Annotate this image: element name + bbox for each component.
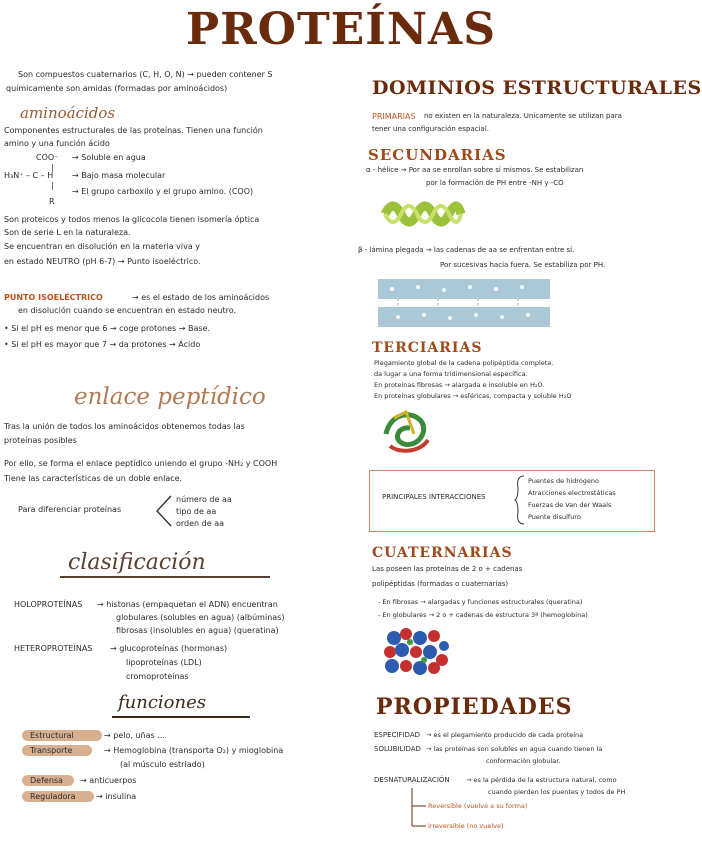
hetero-line-1: → glucoproteínas (hormonas)	[110, 644, 228, 653]
punto-text-2: en disolución cuando se encuentran en estado neutro.	[18, 306, 237, 315]
aminoacidos-heading: aminoácidos	[20, 104, 116, 122]
alfa-text-1: α - hélice → Por aa se enrollan sobre sí mismos. Se estabilizan	[366, 166, 584, 174]
holo-label: HOLOPROTEÍNAS	[14, 600, 83, 609]
aminoacidos-line-2: amino y una función ácido	[4, 139, 110, 148]
formula-coo: COO⁻	[36, 153, 59, 162]
terciarias-text-4: En proteínas globulares → esféricas, compacta y soluble H₂O	[374, 392, 572, 400]
beta-text-1: β - lámina plegada → las cadenas de aa se enfrentan entre sí.	[358, 246, 575, 254]
cuaternarias-text-3: - En fibrosas → alargadas y funciones estructurales (queratina)	[378, 598, 583, 606]
func-label-reguladora: Reguladora	[30, 792, 76, 801]
enlace-line-3: Por ello, se forma el enlace peptídico uniendo el grupo -NH₂ y COOH	[4, 459, 278, 468]
solubilidad-text-1: → las proteínas son solubles en agua cuando tienen la	[426, 745, 603, 753]
enlace-line-1: Tras la unión de todos los aminoácidos obtenemos todas las	[4, 422, 245, 431]
primarias-text-2: tener una configuración espacial.	[372, 125, 489, 133]
func-text-estructural: → pelo, uñas ...	[104, 731, 165, 740]
formula-grupo: → El grupo carboxilo y el grupo amino. (COO)	[72, 187, 254, 196]
solubilidad-text-2: conformación globular.	[486, 757, 561, 765]
intro-line-1: Son compuestos cuaternarios (C, H, O, N) → pueden contener S	[18, 70, 273, 79]
especificidad-text: → es el plegamiento producido de cada proteína	[426, 731, 584, 739]
reversible-text: Reversible (vuelve a su forma)	[428, 802, 528, 810]
enlace-line-2: proteínas posibles	[4, 436, 77, 445]
enlace-brace	[153, 494, 173, 528]
hetero-line-3: cromoproteínas	[126, 672, 189, 681]
enlace-item-3: orden de aa	[176, 519, 225, 528]
formula-h3n: H₃N⁺ – C – H	[4, 171, 54, 180]
punto-bullet-1: • Si el pH es menor que 6 → coge protones → Base.	[4, 324, 210, 333]
punto-label: PUNTO ISOELÉCTRICO	[4, 293, 103, 302]
punto-bullet-2: • Si el pH es mayor que 7 → da protones → Ácido	[4, 340, 201, 349]
secundarias-label: SECUNDARIAS	[368, 146, 507, 164]
solubilidad-label: SOLUBILIDAD	[374, 745, 421, 753]
hetero-label: HETEROPROTEÍNAS	[14, 644, 93, 653]
propiedades-heading: PROPIEDADES	[376, 694, 573, 720]
holo-line-2: globulares (solubles en agua) (albúminas)	[116, 613, 285, 622]
func-label-defensa: Defensa	[30, 776, 63, 785]
enlace-line-4: Tiene las características de un doble enlace.	[4, 474, 183, 483]
func-text-transporte: → Hemoglobina (transporta O₂) y mioglobina	[104, 746, 284, 755]
desnat-text-2: cuando pierden los puentes y todos de PH	[488, 788, 626, 796]
intro-line-2: químicamente son amidas (formadas por aminoácidos)	[6, 84, 228, 93]
punto-text-1: → es el estado de los aminoácidos	[132, 293, 270, 302]
func-text-reguladora: → insulina	[96, 792, 137, 801]
tertiary-structure-image	[380, 404, 434, 456]
formula-soluble: → Soluble en agua	[72, 153, 146, 162]
interaccion-3: Fuerzas de Van der Waals	[528, 501, 612, 509]
interacciones-brace	[514, 474, 526, 526]
holo-line-1: → histonas (empaquetan el ADN) encuentran	[97, 600, 278, 609]
terciarias-text-1: Plegamiento global de la cadena polipéptida completa.	[374, 359, 554, 367]
enlace-diferenciar: Para diferenciar proteínas	[18, 505, 122, 514]
beta-sheet-image	[378, 275, 550, 333]
especificidad-label: ESPECIFIDAD	[374, 731, 420, 739]
cuaternarias-label: CUATERNARIAS	[372, 545, 513, 561]
dominios-heading: DOMINIOS ESTRUCTURALES	[372, 77, 702, 99]
primarias-label: PRIMARIAS	[372, 112, 416, 121]
interacciones-label: PRINCIPALES INTERACCIONES	[382, 493, 486, 501]
aminoacidos-after-1: Son proteicos y todos menos la glicocola tienen isomería óptica	[4, 215, 260, 224]
terciarias-text-2: da lugar a una forma tridimensional específica.	[374, 370, 528, 378]
desnat-label: DESNATURALIZACIÓN	[374, 776, 450, 784]
beta-text-2: Por sucesivas hacia fuera. Se estabiliza por PH.	[440, 261, 606, 269]
terciarias-text-3: En proteínas fibrosas → alargada e insoluble en H₂O.	[374, 381, 545, 389]
interaccion-4: Puente disulfuro	[528, 513, 581, 521]
clasificacion-underline	[60, 576, 270, 578]
quaternary-structure-image	[380, 624, 452, 680]
aminoacidos-after-4: en estado NEUTRO (pH 6-7) → Punto isoeléctrico.	[4, 257, 201, 266]
terciarias-label: TERCIARIAS	[372, 340, 483, 356]
funciones-underline	[112, 716, 250, 718]
cuaternarias-text-1: Las poseen las proteínas de 2 o + cadenas	[372, 565, 523, 573]
irreversible-text: Irreversible (no vuelve)	[428, 822, 504, 830]
enlace-item-2: tipo de aa	[176, 507, 217, 516]
holo-line-3: fibrosas (insolubles en agua) (queratina)	[116, 626, 279, 635]
enlace-heading: enlace peptídico	[74, 384, 266, 410]
aminoacidos-line-1: Componentes estructurales de las proteínas. Tienen una función	[4, 126, 263, 135]
func-label-transporte: Transporte	[30, 746, 73, 755]
interaccion-1: Puentes de hidrógeno	[528, 477, 600, 485]
enlace-item-1: número de aa	[176, 495, 232, 504]
aminoacidos-after-3: Se encuentran en disolución en la materia viva y	[4, 242, 201, 251]
primarias-text-1: no existen en la naturaleza. Unicamente se utilizan para	[424, 112, 622, 120]
hetero-line-2: lipoproteínas (LDL)	[126, 658, 202, 667]
interaccion-2: Atracciones electrostáticas	[528, 489, 616, 497]
alpha-helix-image	[383, 196, 463, 232]
func-label-estructural: Estructural	[30, 731, 74, 740]
cuaternarias-text-2: polipéptidas (formadas o cuaternarias)	[372, 580, 509, 588]
formula-masa: → Bajo masa molecular	[72, 171, 166, 180]
aminoacidos-after-2: Son de serie L en la naturaleza.	[4, 228, 131, 237]
clasificacion-heading: clasificación	[68, 550, 206, 575]
formula-bond-up: |	[51, 163, 54, 172]
func-text-defensa: → anticuerpos	[80, 776, 137, 785]
desnat-branch	[410, 788, 430, 830]
desnat-text-1: → es la pérdida de la estructura natural, como	[466, 776, 617, 784]
funciones-heading: funciones	[118, 692, 207, 713]
alfa-text-2: por la formación de PH entre -NH y -CO	[426, 179, 564, 187]
func-text-transporte-2: (al músculo estriado)	[120, 760, 205, 769]
formula-r: R	[49, 197, 55, 206]
main-title: PROTEÍNAS	[186, 4, 496, 55]
formula-bond-down: |	[51, 181, 54, 190]
cuaternarias-text-4: - En globulares → 2 o + cadenas de estructura 3ª (hemoglobina)	[378, 611, 588, 619]
